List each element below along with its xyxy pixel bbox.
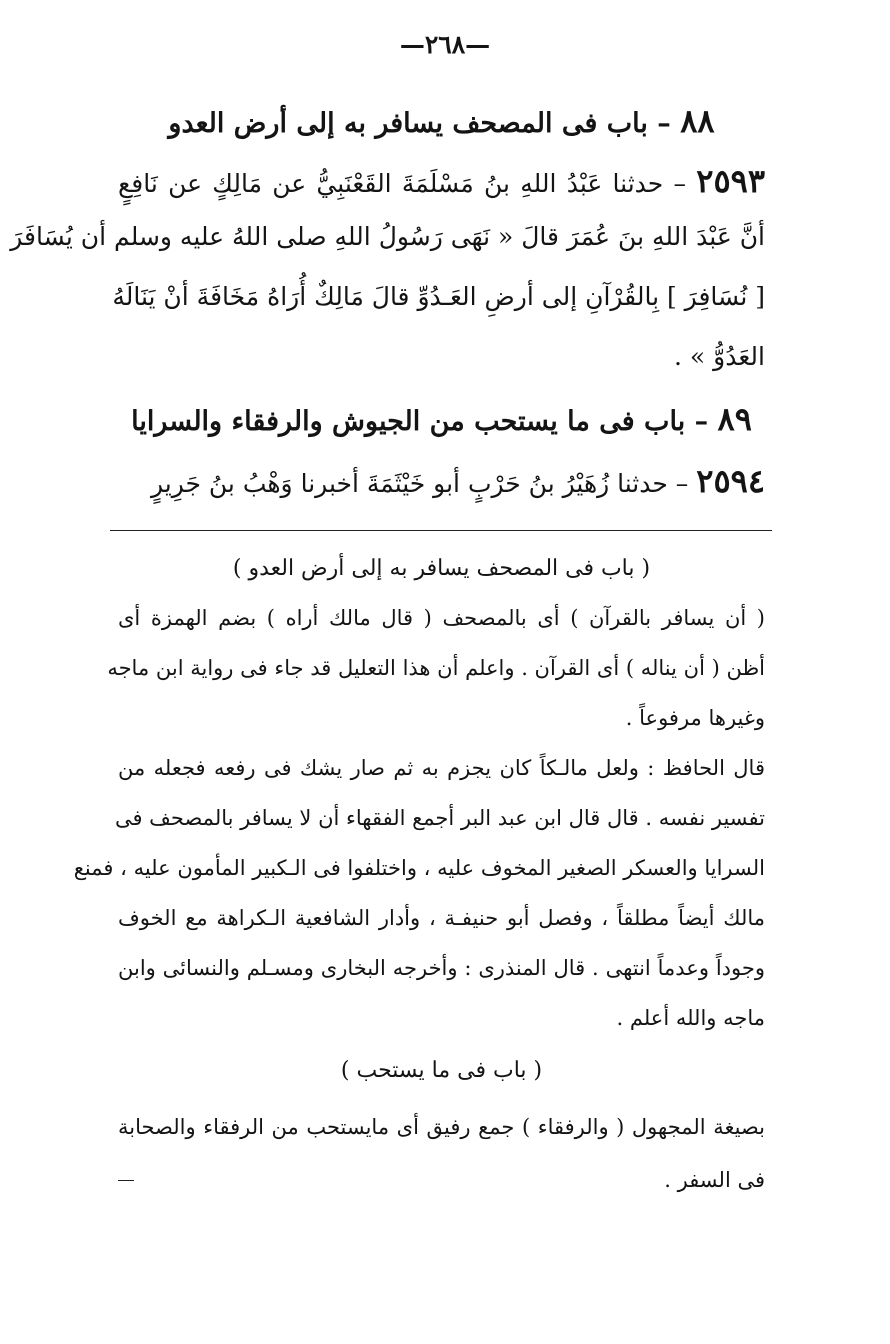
- commentary-line: وغيرها مرفوعاً .: [625, 706, 765, 730]
- hadith-2593-line-1: [118, 162, 765, 200]
- hadith-2593-line-4: العَدُوُّ » .: [674, 342, 765, 371]
- commentary-line: تفسير نفسه . قال قال ابن عبد البر أجمع الفقهاء أن لا يسافر بالمصحف فى: [114, 806, 765, 830]
- commentary-line: بصيغة المجهول ( والرفقاء ) جمع رفيق أى مايستحب من الرفقاء والصحابة: [118, 1115, 765, 1139]
- chapter-number: ٨٨: [680, 102, 715, 140]
- chapter-title: – باب فى المصحف يسافر به إلى أرض العدو: [168, 108, 671, 139]
- hadith-number: ٢٥٩٣: [696, 162, 766, 200]
- commentary-line: مالك أيضاً مطلقاً ، وفصل أبو حنيفـة ، وأدار الشافعية الـكراهة مع الخوف: [118, 906, 765, 930]
- hadith-2593-line-3: [ نُسَافِرَ ] بِالقُرْآنِ إلى أرضِ العَـدُوِّ قالَ مَالِكٌ أُرَاهُ مَخَافَةَ أنْ يَنَالَهُ: [112, 282, 765, 311]
- commentary-heading-2: ( باب فى ما يستحب ): [340, 1058, 543, 1083]
- hadith-2593-line-2: أنَّ عَبْدَ اللهِ بنَ عُمَرَ قالَ « نَهَى رَسُولُ اللهِ صلى اللهُ عليه وسلم أن يُسَافَرَ: [10, 222, 765, 251]
- commentary-line: السرايا والعسكر الصغير المخوف عليه ، واختلفوا فى الـكبير المأمون عليه ، فمنع: [73, 856, 765, 880]
- page-number: —٢٦٨—: [399, 30, 491, 59]
- commentary-line: فى السفر .: [664, 1168, 765, 1192]
- chapter-heading-88: [118, 102, 765, 140]
- commentary-line: ماجه والله أعلم .: [616, 1006, 765, 1030]
- footnote-divider: [110, 530, 772, 531]
- chapter-number: ٨٩: [717, 400, 752, 438]
- commentary-line: ( أن يسافر بالقرآن ) أى بالمصحف ( قال مالك أراه ) بضم الهمزة أى: [118, 606, 765, 630]
- hadith-text: – حدثنا زُهَيْرُ بنُ حَرْبٍ أبو خَيْثَمَةَ أخبرنا وَهْبُ بنُ جَرِيرٍ: [150, 469, 689, 498]
- commentary-line: أظن ( أن يناله ) أى القرآن . واعلم أن هذا التعليل قد جاء فى رواية ابن ماجه: [107, 656, 765, 680]
- commentary-heading-1: ( باب فى المصحف يسافر به إلى أرض العدو ): [232, 556, 651, 581]
- chapter-title: – باب فى ما يستحب من الجيوش والرفقاء والسرايا: [131, 406, 709, 437]
- hadith-number: ٢٥٩٤: [696, 462, 765, 500]
- continuation-dash: [118, 1180, 134, 1181]
- chapter-heading-89: [118, 400, 765, 438]
- hadith-text: – حدثنا عَبْدُ اللهِ بنُ مَسْلَمَةَ القَعْنَبِيُّ عن مَالِكٍ عن نَافِعٍ: [118, 169, 686, 198]
- commentary-line: وجوداً وعدماً انتهى . قال المنذرى : وأخرجه البخارى ومسـلم والنسائى وابن: [118, 956, 765, 980]
- commentary-line: قال الحافظ : ولعل مالـكاً كان يجزم به ثم صار يشك فى رفعه فجعله من: [118, 756, 765, 780]
- hadith-2594-line-1: [118, 462, 765, 500]
